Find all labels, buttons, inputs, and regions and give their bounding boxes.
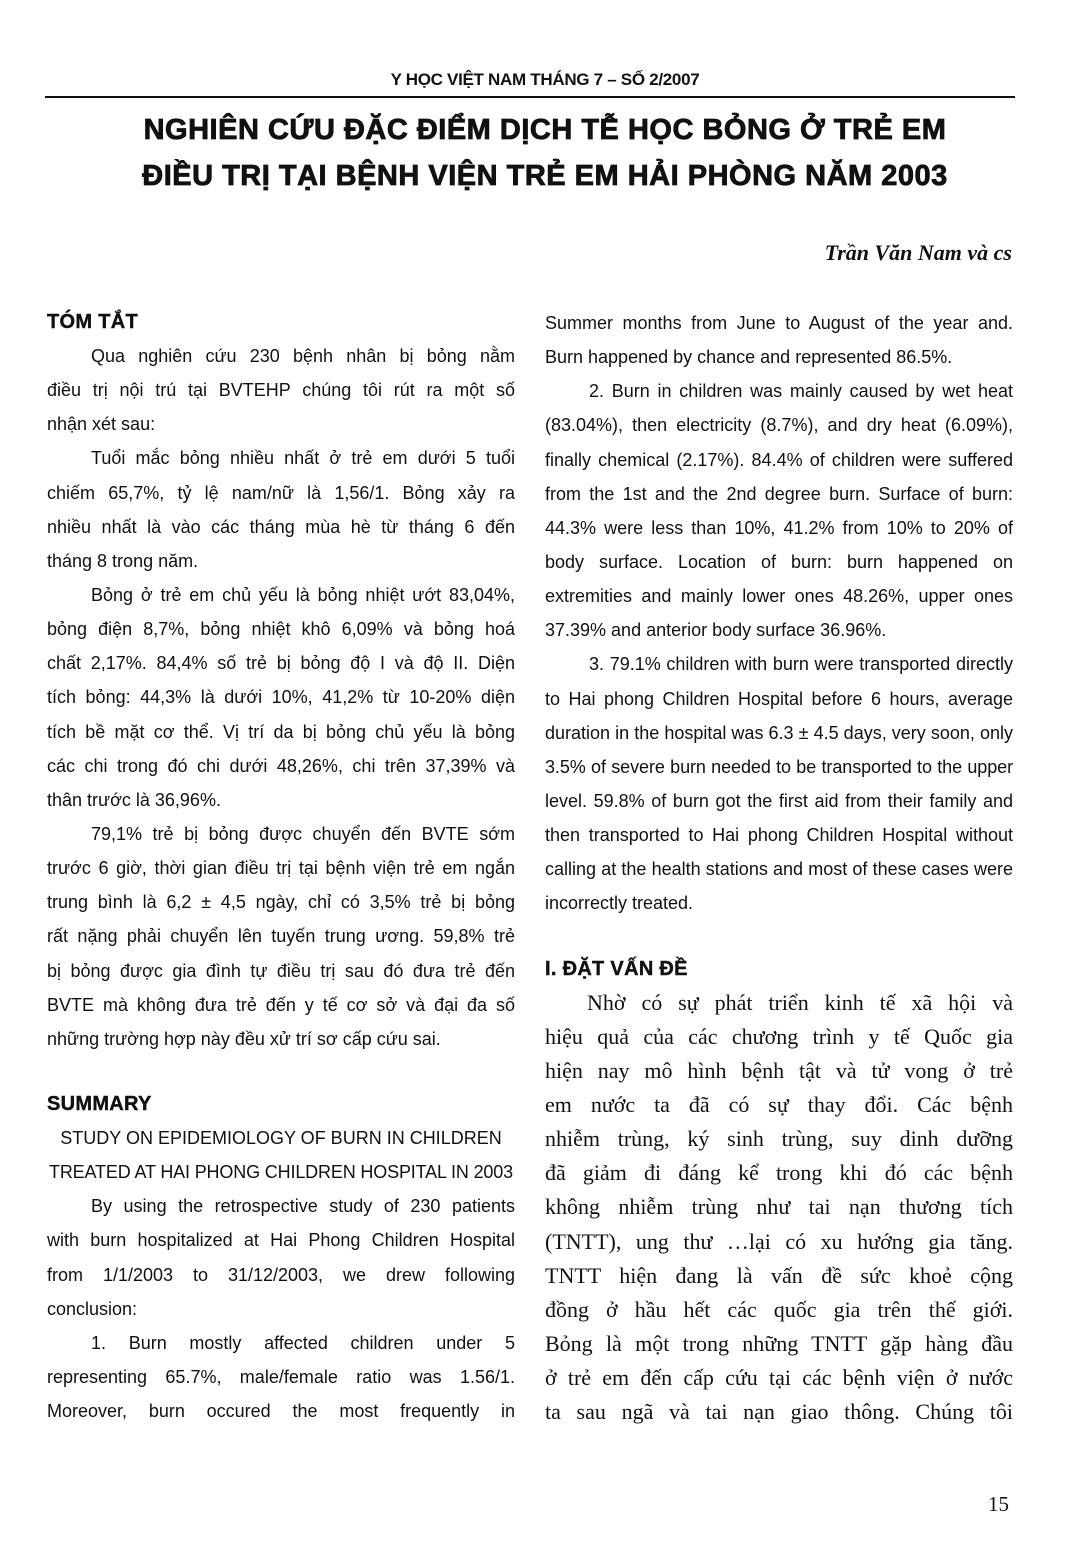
- text-line: ta sau ngã và tai nạn giao thông. Chúng tôi: [545, 1399, 1013, 1425]
- left-column: [47, 305, 515, 1428]
- text-line: không nhiễm trùng như tai nạn thương tích: [545, 1194, 1013, 1220]
- text-line: conclusion:: [47, 1298, 138, 1319]
- text-line: 1. Burn mostly affected children under 5: [91, 1332, 515, 1353]
- text-line: nhiều nhất là vào các tháng mùa hè từ tháng 6 đến: [47, 516, 515, 537]
- running-head: Y HỌC VIỆT NAM THÁNG 7 – SỐ 2/2007: [390, 70, 700, 89]
- paragraph: [47, 578, 515, 817]
- text-line: 44.3% were less than 10%, 41.2% from 10% to 20% of: [545, 517, 1013, 538]
- text-line: to Hai phong Children Hospital before 6 hours, average: [545, 688, 1013, 709]
- text-line: TREATED AT HAI PHONG CHILDREN HOSPITAL IN 2003: [49, 1162, 513, 1183]
- text-line: bỏng điện 8,7%, bỏng nhiệt khô 6,09% và bỏng hoá: [47, 619, 515, 640]
- text-line: incorrectly treated.: [545, 893, 694, 914]
- text-line: By using the retrospective study of 230 patients: [91, 1196, 515, 1217]
- text-line: trước 6 giờ, thời gian điều trị tại bệnh viện trẻ em ngắn: [47, 858, 515, 879]
- text-line: 3.5% of severe burn needed to be transported to the upper: [545, 756, 1013, 777]
- paragraph: [47, 817, 515, 1056]
- section-heading: SUMMARY: [47, 1092, 152, 1115]
- section-heading: I. ĐẶT VẤN ĐỀ: [545, 957, 688, 980]
- text-line: trung bình là 6,2 ± 4,5 ngày, chỉ có 3,5% trẻ bị bỏng: [47, 892, 515, 913]
- text-line: chiếm 65,7%, tỷ lệ nam/nữ là 1,56/1. Bỏng xảy ra: [47, 482, 515, 503]
- text-line: 2. Burn in children was mainly caused by wet heat: [589, 381, 1013, 402]
- text-line: duration in the hospital was 6.3 ± 4.5 days, very soon, only: [545, 722, 1013, 743]
- paragraph: [545, 647, 1013, 920]
- text-line: Tuổi mắc bỏng nhiều nhất ở trẻ em dưới 5 tuổi: [91, 448, 515, 469]
- text-line: TNTT hiện đang là vấn đề sức khoẻ cộng: [545, 1262, 1013, 1288]
- text-line: with burn hospitalized at Hai Phong Children Hospital: [47, 1230, 515, 1251]
- text-line: tích bề mặt cơ thể. Vị trí da bị bỏng chủ yếu là bỏng: [47, 721, 515, 742]
- text-line: hiệu quả của các chương trình y tế Quốc gia: [545, 1023, 1013, 1049]
- text-line: from the 1st and the 2nd degree burn. Surface of burn:: [545, 483, 1013, 504]
- text-line: calling at the health stations and most of these cases were: [545, 859, 1013, 880]
- text-line: các chi trong đó chi dưới 48,26%, chi trên 37,39% và: [47, 755, 515, 776]
- text-line: Summer months from June to August of the year and.: [545, 313, 1013, 333]
- text-line: 37.39% and anterior body surface 36.96%.: [545, 620, 887, 641]
- text-line: STUDY ON EPIDEMIOLOGY OF BURN IN CHILDREN: [60, 1127, 502, 1148]
- text-line: đồng ở hầu hết các quốc gia trên thế giới.: [545, 1296, 1013, 1322]
- paragraph: [47, 1326, 515, 1428]
- text-line: tích bỏng: 44,3% là dưới 10%, 41,2% từ 10-20% diện: [47, 687, 515, 708]
- text-line: Qua nghiên cứu 230 bệnh nhân bị bỏng nằm: [91, 346, 515, 366]
- paragraph: [545, 986, 1013, 1430]
- text-line: Burn happened by chance and represented 86.5%.: [545, 347, 953, 368]
- section-heading: TÓM TẮT: [47, 311, 138, 333]
- paragraph: [545, 374, 1013, 647]
- article-title-line-2: ĐIỀU TRỊ TẠI BỆNH VIỆN TRẺ EM HẢI PHÒNG NĂM 2003: [142, 160, 948, 192]
- text-line: em nước ta đã có sự thay đổi. Các bệnh: [545, 1091, 1013, 1117]
- text-line: Bỏng ở trẻ em chủ yếu là bỏng nhiệt ướt 83,04%,: [91, 584, 515, 605]
- text-line: (TNTT), ung thư …lại có xu hướng gia tăng.: [545, 1228, 1013, 1254]
- text-line: ở trẻ em đến cấp cứu tại các bệnh viện ở nước: [545, 1365, 1013, 1391]
- text-line: điều trị nội trú tại BVTEHP chúng tôi rút ra một số: [47, 380, 515, 401]
- text-line: 3. 79.1% children with burn were transported directly: [589, 654, 1013, 675]
- text-line: then transported to Hai phong Children Hospital without: [545, 825, 1013, 846]
- subtitle-block: [47, 1121, 515, 1189]
- text-line: (83.04%), then electricity (8.7%), and dry heat (6.09%),: [545, 415, 1013, 436]
- text-line: level. 59.8% of burn got the first aid from their family and: [545, 790, 1013, 811]
- page-number: 15: [988, 1492, 1009, 1516]
- paragraph: [47, 441, 515, 578]
- right-column: [545, 306, 1013, 1429]
- text-line: BVTE mà không đưa trẻ đến y tế cơ sở và đại đa số: [47, 994, 515, 1015]
- text-line: Moreover, burn occured the most frequently in: [47, 1401, 515, 1422]
- text-line: thân trước là 36,96%.: [47, 789, 221, 810]
- article-title-line-1: NGHIÊN CỨU ĐẶC ĐIỂM DỊCH TỄ HỌC BỎNG Ở TRẺ EM: [143, 114, 947, 146]
- text-line: 79,1% trẻ bị bỏng được chuyển đến BVTE sớm: [91, 823, 515, 844]
- text-line: rất nặng phải chuyển lên tuyến trung ương. 59,8% trẻ: [47, 926, 515, 947]
- text-line: tháng 8 trong năm.: [47, 550, 199, 571]
- text-line: nhận xét sau:: [47, 414, 156, 435]
- text-line: đã giảm đi đáng kể trong khi đó các bệnh: [545, 1160, 1013, 1186]
- text-line: finally chemical (2.17%). 84.4% of children were suffered: [545, 449, 1013, 470]
- text-line: những trường hợp này đều xử trí sơ cấp cứu sai.: [47, 1028, 441, 1049]
- author-byline: Trần Văn Nam và cs: [824, 240, 1012, 265]
- text-line: representing 65.7%, male/female ratio was 1.56/1.: [47, 1366, 515, 1387]
- text-line: from 1/1/2003 to 31/12/2003, we drew following: [47, 1264, 515, 1285]
- text-line: chất 2,17%. 84,4% số trẻ bị bỏng độ I và độ II. Diện: [47, 653, 515, 674]
- text-line: body surface. Location of burn: burn happened on: [545, 551, 1013, 572]
- text-line: Nhờ có sự phát triển kinh tế xã hội và: [587, 989, 1013, 1015]
- text-line: bị bỏng được gia đình tự điều trị sau đó đưa trẻ đến: [47, 960, 515, 981]
- paragraph: [47, 339, 515, 441]
- text-line: extremities and mainly lower ones 48.26%, upper ones: [545, 586, 1013, 607]
- text-line: Bỏng là một trong những TNTT gặp hàng đầu: [545, 1330, 1013, 1356]
- text-line: nhiễm trùng, ký sinh trùng, suy dinh dưỡng: [545, 1126, 1013, 1152]
- paragraph: [47, 1189, 515, 1326]
- text-line: hiện nay mô hình bệnh tật và tử vong ở trẻ: [545, 1057, 1013, 1083]
- paragraph: [545, 306, 1013, 374]
- header-rule: [45, 96, 1015, 98]
